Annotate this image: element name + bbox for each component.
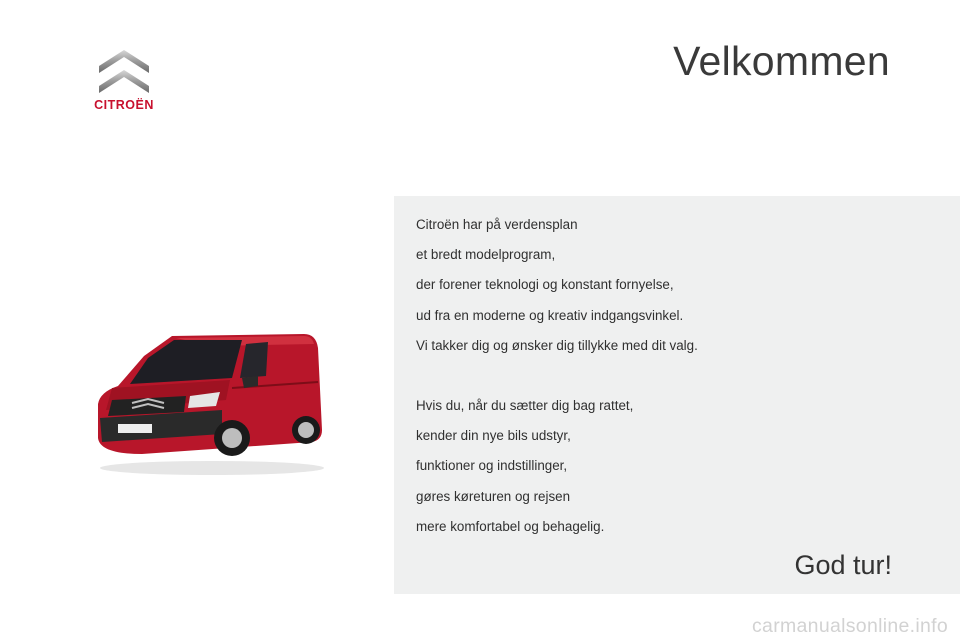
page-title: Velkommen xyxy=(673,38,890,84)
closing-text: God tur! xyxy=(794,550,892,580)
watermark: carmanualsonline.info xyxy=(752,615,948,637)
text-line: ud fra en moderne og kreativ indgangsvinkel. xyxy=(416,307,684,323)
van-image xyxy=(92,326,332,476)
double-chevron-icon xyxy=(97,46,151,94)
text-line: mere komfortabel og behagelig. xyxy=(416,518,605,534)
text-line: et bredt modelprogram, xyxy=(416,247,556,263)
intro-paragraph xyxy=(416,210,698,361)
text-line: kender din nye bils udstyr, xyxy=(416,428,571,444)
brand-wordmark: CITROËN xyxy=(94,98,154,112)
text-line: Hvis du, når du sætter dig bag rattet, xyxy=(416,398,634,413)
citroen-logo xyxy=(76,46,172,116)
text-line: der forener teknologi og konstant fornyelse, xyxy=(416,277,674,293)
body-paragraph xyxy=(416,391,633,542)
text-line: Citroën har på verdensplan xyxy=(416,217,578,232)
text-line: funktioner og indstillinger, xyxy=(416,458,568,474)
text-line: gøres køreturen og rejsen xyxy=(416,488,571,504)
text-line: Vi takker dig og ønsker dig tillykke med dit valg. xyxy=(416,337,698,353)
text-panel xyxy=(394,196,960,594)
